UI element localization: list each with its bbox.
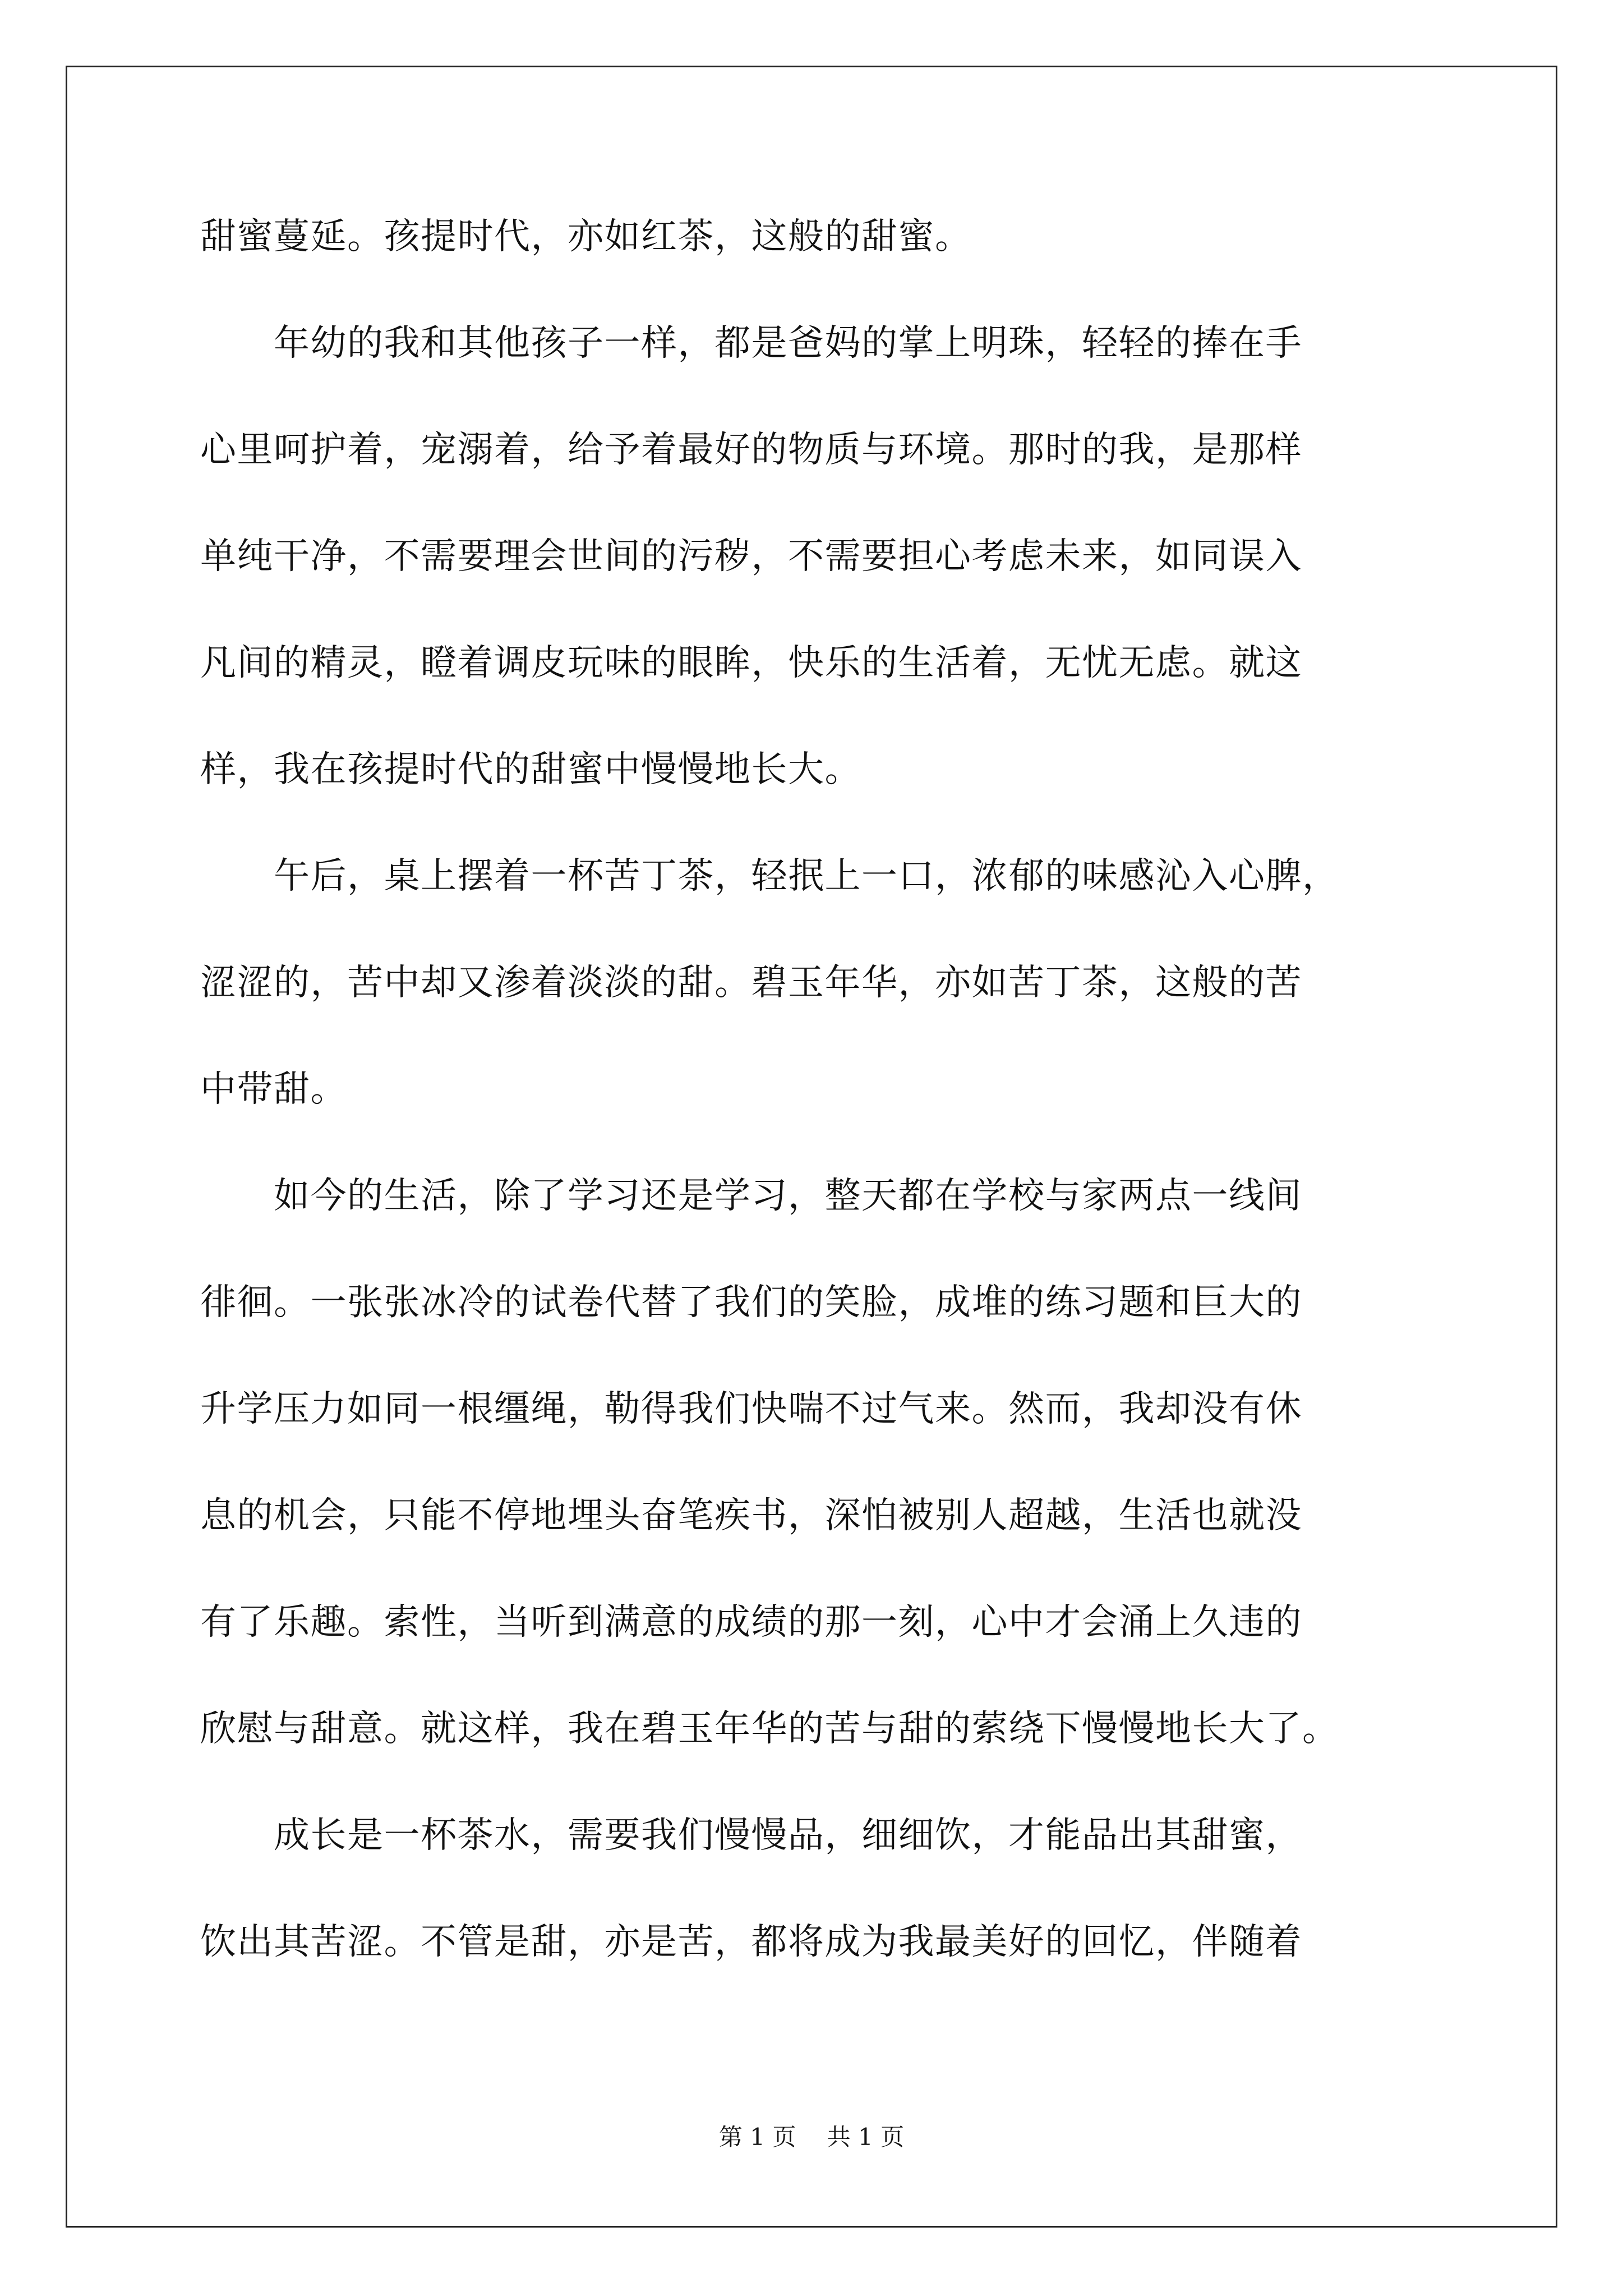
text-line: 涩涩的，苦中却又渗着淡淡的甜。碧玉年华，亦如苦丁茶，这般的苦 — [200, 962, 1302, 1004]
text-line: 如今的生活，除了学习还是学习，整天都在学校与家两点一线间 — [200, 1175, 1302, 1217]
text-line: 年幼的我和其他孩子一样，都是爸妈的掌上明珠，轻轻的捧在手 — [200, 323, 1302, 364]
text-line: 中带甜。 — [200, 1069, 347, 1110]
text-line: 样，我在孩提时代的甜蜜中慢慢地长大。 — [200, 749, 861, 790]
text-line: 甜蜜蔓延。孩提时代，亦如红茶，这般的甜蜜。 — [200, 216, 972, 257]
page-border — [66, 66, 1557, 2228]
text-line: 饮出其苦涩。不管是甜，亦是苦，都将成为我最美好的回忆，伴随着 — [200, 1921, 1302, 1963]
text-line: 升学压力如同一根缰绳，勒得我们快喘不过气来。然而，我却没有休 — [200, 1388, 1302, 1430]
text-line: 息的机会，只能不停地埋头奋笔疾书，深怕被别人超越，生活也就没 — [200, 1495, 1302, 1536]
text-line: 徘徊。一张张冰冷的试卷代替了我们的笑脸，成堆的练习题和巨大的 — [200, 1282, 1302, 1323]
text-line: 单纯干净，不需要理会世间的污秽，不需要担心考虑未来，如同误入 — [200, 536, 1302, 577]
text-line: 欣慰与甜意。就这样，我在碧玉年华的苦与甜的萦绕下慢慢地长大了。 — [200, 1708, 1339, 1750]
text-line: 成长是一杯茶水，需要我们慢慢品，细细饮，才能品出其甜蜜， — [200, 1815, 1302, 1856]
text-line: 有了乐趣。索性，当听到满意的成绩的那一刻，心中才会涌上久违的 — [200, 1602, 1302, 1643]
text-line: 心里呵护着，宠溺着，给予着最好的物质与环境。那时的我，是那样 — [200, 429, 1302, 471]
page-footer: 第 1 页 共 1 页 — [718, 2123, 905, 2151]
text-line: 凡间的精灵，瞪着调皮玩味的眼眸，快乐的生活着，无忧无虑。就这 — [200, 642, 1302, 684]
text-line: 午后，桌上摆着一杯苦丁茶，轻抿上一口，浓郁的味感沁入心脾， — [200, 855, 1339, 897]
